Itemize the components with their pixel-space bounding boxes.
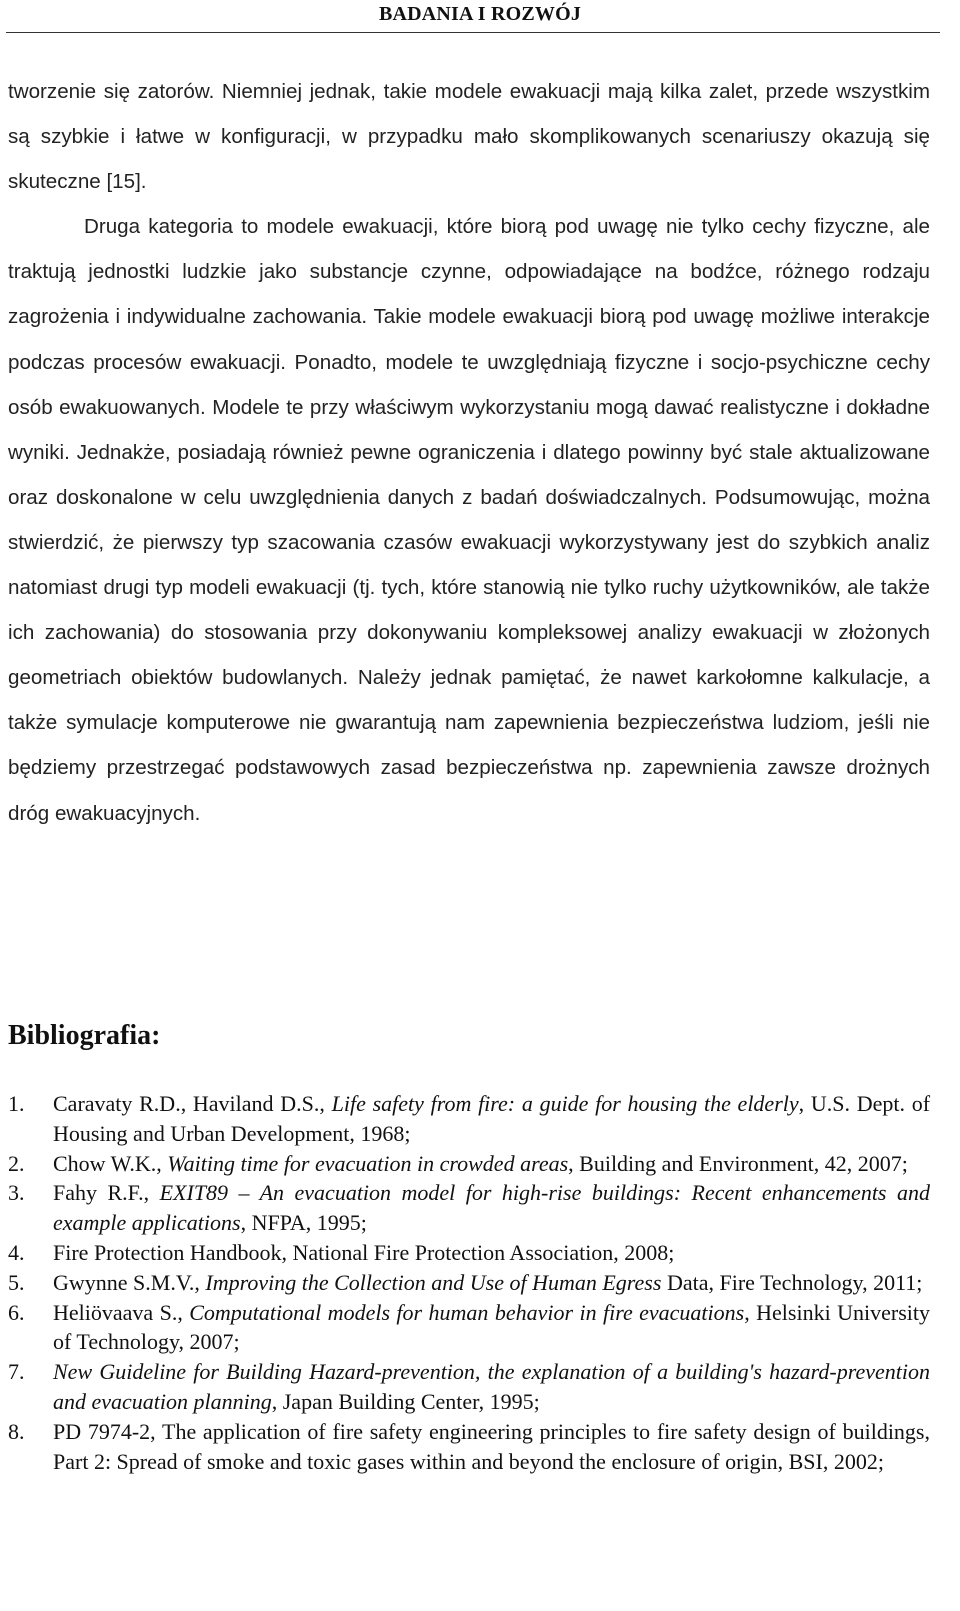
item-publisher: Data, Fire Technology, 2011; [661,1269,923,1295]
item-author: PD 7974-2, The application of fire safety engineering principles to fire safety design of buildings, Part 2: Spread of smoke and toxic gases within and beyond the enclosure of origin, BSI, 2002; [53,1418,930,1474]
bibliography-item [8,1089,930,1149]
bibliography-item [8,1417,930,1477]
item-number: 5. [8,1269,25,1295]
body-text [8,69,930,836]
item-title: Waiting time for evacuation in crowded areas [167,1150,569,1176]
bibliography-item [8,1357,930,1417]
bibliography-item [8,1178,930,1238]
item-author: Caravaty R.D., Haviland D.S., [53,1091,332,1116]
bibliography-item [8,1298,930,1358]
item-number: 1. [8,1091,25,1116]
item-publisher: , NFPA, 1995; [240,1210,367,1236]
bibliography-heading: Bibliografia: [8,1020,161,1051]
item-author: Fire Protection Handbook, National Fire Protection Association, 2008; [53,1239,675,1265]
paragraph: Druga kategoria to modele ewakuacji, które biorą pod uwagę nie tylko cechy fizyczne, ale traktują jednostki ludzkie jako substancje czynne, odpowiadające na bodźce, różnego rodzaju zagrożenia i indywidualne zachowania. Takie modele ewakuacji biorą pod uwagę możliwe interakcje podczas procesów ewakuacji. Ponadto, modele te uwzględniają fizyczne i socjo-psychiczne cechy osób ewakuowanych. Modele te przy właściwym wykorzystaniu mogą dawać realistyczne i dokładne wyniki. Jednakże, posiadają również pewne ograniczenia i dlatego powinny być stale aktualizowane oraz doskonalone w celu uwzględnienia danych z badań doświadczalnych. Podsumowując, można stwierdzić, że pierwszy typ szacowania czasów ewakuacji wykorzystywany jest do szybkich analiz natomiast drugi typ modeli ewakuacji (tj. tych, które stanowią nie tylko ruchy użytkowników, ale także ich zachowania) do stosowania przy dokonywaniu kompleksowej analizy ewakuacji w złożonych geometriach obiektów budowlanych. Należy jednak pamiętać, że nawet karkołomne kalkulacje, a także symulacje komputerowe nie gwarantują nam zapewnienia bezpieczeństwa ludziom, jeśli nie będziemy przestrzegać podstawowych zasad bezpieczeństwa np. zapewnienia zawsze drożnych dróg ewakuacyjnych. [8,215,930,825]
paragraph: tworzenie się zatorów. Niemniej jednak, takie modele ewakuacji mają kilka zalet, przede wszystkim są szybkie i łatwe w konfiguracji, w przypadku mało skomplikowanych scenariuszy okazują się skuteczne [15]. [8,80,930,194]
item-publisher: , Building and Environment, 42, 2007; [568,1150,908,1176]
item-number: 3. [8,1180,25,1206]
item-publisher: , Japan Building Center, 1995; [271,1388,540,1414]
running-header: BADANIA I ROZWÓJ [378,3,582,25]
item-publisher: , Helsinki University of Technology, 2007; [53,1299,931,1355]
item-author: Gwynne S.M.V., [53,1269,206,1295]
item-title: Life safety from fire: a guide for housing the elderly [331,1091,799,1116]
item-number: 4. [8,1239,25,1265]
bibliography-item [8,1268,930,1298]
bibliography-list [8,1089,930,1476]
bibliography-item [8,1238,930,1268]
item-title: New Guideline for Building Hazard-prevention, the explanation of a building's hazard-prevention and evacuation planning [53,1359,930,1414]
item-title: EXIT89 – An evacuation model for high-rise buildings: Recent enhancements and example applications [53,1180,930,1236]
item-number: 8. [8,1418,25,1444]
item-number: 7. [8,1359,25,1385]
header-rule [6,32,940,33]
item-author: Heliövaava S., [53,1299,190,1325]
item-number: 2. [8,1150,25,1176]
item-title: Computational models for human behavior in fire evacuations [189,1299,745,1325]
bibliography-item [8,1149,930,1179]
item-title: Improving the Collection and Use of Human Egress [205,1269,662,1295]
item-author: Fahy R.F., [53,1180,160,1206]
item-publisher: , U.S. Dept. of Housing and Urban Development, 1968; [53,1091,931,1146]
item-number: 6. [8,1299,25,1325]
item-author: Chow W.K., [53,1150,168,1176]
